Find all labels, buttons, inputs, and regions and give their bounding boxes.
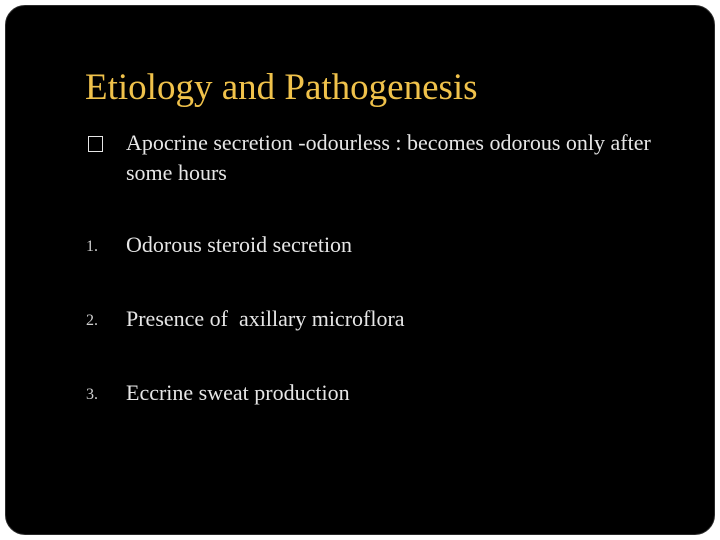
slide-content	[85, 128, 685, 408]
item-text: Presence of axillary microflora	[126, 306, 405, 331]
slide-title: Etiology and Pathogenesis	[85, 67, 478, 108]
numbered-item-1	[85, 230, 685, 260]
item-text: Odorous steroid secretion	[126, 232, 353, 257]
square-bullet-icon	[88, 136, 103, 152]
slide	[5, 5, 715, 535]
item-number: 1.	[86, 238, 98, 255]
bullet-text: Apocrine secretion -odourless : becomes odorous only after some hours	[126, 130, 651, 185]
numbered-item-3	[85, 378, 685, 408]
item-number: 2.	[86, 312, 98, 329]
item-text: Eccrine sweat production	[126, 380, 350, 405]
item-number: 3.	[86, 386, 98, 403]
numbered-item-2	[85, 304, 685, 334]
bullet-item	[85, 128, 685, 188]
